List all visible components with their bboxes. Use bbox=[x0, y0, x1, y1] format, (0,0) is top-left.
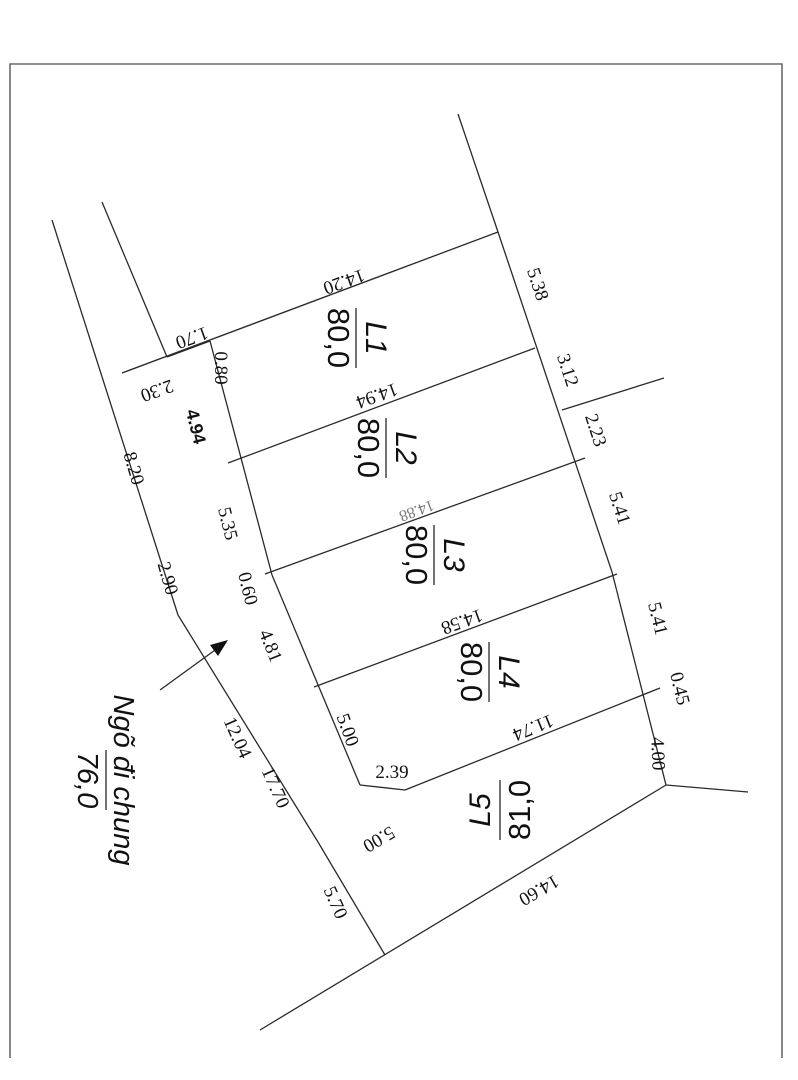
frame-border bbox=[10, 64, 782, 1058]
dim-top-width: 14.20 bbox=[320, 263, 368, 299]
dim-left-5: 8.20 bbox=[118, 449, 148, 488]
dim-left-12: 5.00 bbox=[331, 710, 363, 750]
right-boundary-upper bbox=[498, 232, 612, 572]
lot-name: L5 bbox=[464, 793, 497, 827]
dim-left-1: 1.70 bbox=[172, 321, 212, 353]
dim-right-7: 4.00 bbox=[646, 736, 669, 771]
lot-name: L2 bbox=[389, 431, 422, 465]
neighbour-line-top-right bbox=[458, 114, 498, 232]
left-boundary-middle bbox=[272, 575, 360, 785]
dim-l3-l4: 14.58 bbox=[438, 603, 486, 639]
road-area: 76,0 bbox=[71, 751, 103, 809]
road-arrow-shaft bbox=[160, 645, 222, 690]
road-name: Ngõ đi chung bbox=[107, 694, 139, 866]
lot-name: L1 bbox=[359, 321, 392, 355]
dim-left-7: 2.90 bbox=[152, 559, 182, 598]
dim-left-10: 12.04 bbox=[218, 713, 256, 762]
lot-area: 80,0 bbox=[351, 417, 386, 479]
dim-right-2: 3.12 bbox=[552, 351, 583, 390]
dim-left-14: 5.00 bbox=[359, 821, 399, 857]
dim-l2-l3: 14.88 bbox=[396, 496, 437, 525]
dim-l1-l2: 14.94 bbox=[353, 377, 401, 413]
neighbour-line-top-left bbox=[102, 202, 167, 357]
lot-name: L3 bbox=[437, 538, 470, 572]
dim-left-15: 5.70 bbox=[318, 883, 352, 923]
dim-left-6: 5.35 bbox=[213, 504, 242, 543]
dim-right-3: 2.23 bbox=[580, 411, 611, 450]
dim-right-6: 0.45 bbox=[665, 669, 694, 708]
lot-l2-label bbox=[351, 418, 422, 478]
dim-l4-l5: 11.74 bbox=[509, 709, 557, 745]
road-label bbox=[71, 695, 139, 866]
dim-left-13: 2.39 bbox=[375, 762, 409, 783]
road-outer-line bbox=[52, 220, 178, 615]
lot-area: 80,0 bbox=[399, 524, 434, 586]
road-arrow-head bbox=[210, 640, 228, 656]
top-boundary bbox=[122, 232, 498, 373]
lot-l5-label bbox=[464, 780, 537, 840]
dim-left-4: 4.94 bbox=[181, 407, 210, 446]
dim-left-8: 0.60 bbox=[233, 569, 262, 608]
lot-l1-label bbox=[321, 308, 392, 368]
neighbour-line-bottom bbox=[260, 785, 666, 1030]
dim-left-2: 0.80 bbox=[210, 351, 231, 385]
dim-left-3: 2.30 bbox=[137, 374, 177, 406]
dim-left-11: 17.70 bbox=[256, 763, 294, 812]
neighbour-line-bottom-right bbox=[666, 785, 748, 792]
lot-name: L4 bbox=[492, 655, 525, 689]
dim-right-4: 5.41 bbox=[604, 489, 635, 528]
lot5-notch bbox=[360, 785, 405, 790]
dim-right-1: 5.38 bbox=[522, 265, 553, 304]
lot-l3-label bbox=[399, 525, 470, 585]
lot-l4-label bbox=[454, 642, 525, 702]
lot-area: 80,0 bbox=[321, 307, 356, 369]
dim-left-9: 4.81 bbox=[254, 626, 287, 666]
dim-bottom-width: 14.60 bbox=[514, 869, 563, 910]
dim-right-5: 5.41 bbox=[643, 599, 672, 638]
road-outer-line-2 bbox=[178, 615, 318, 842]
lot-area: 80,0 bbox=[454, 641, 489, 703]
lot-area: 81,0 bbox=[502, 779, 537, 841]
